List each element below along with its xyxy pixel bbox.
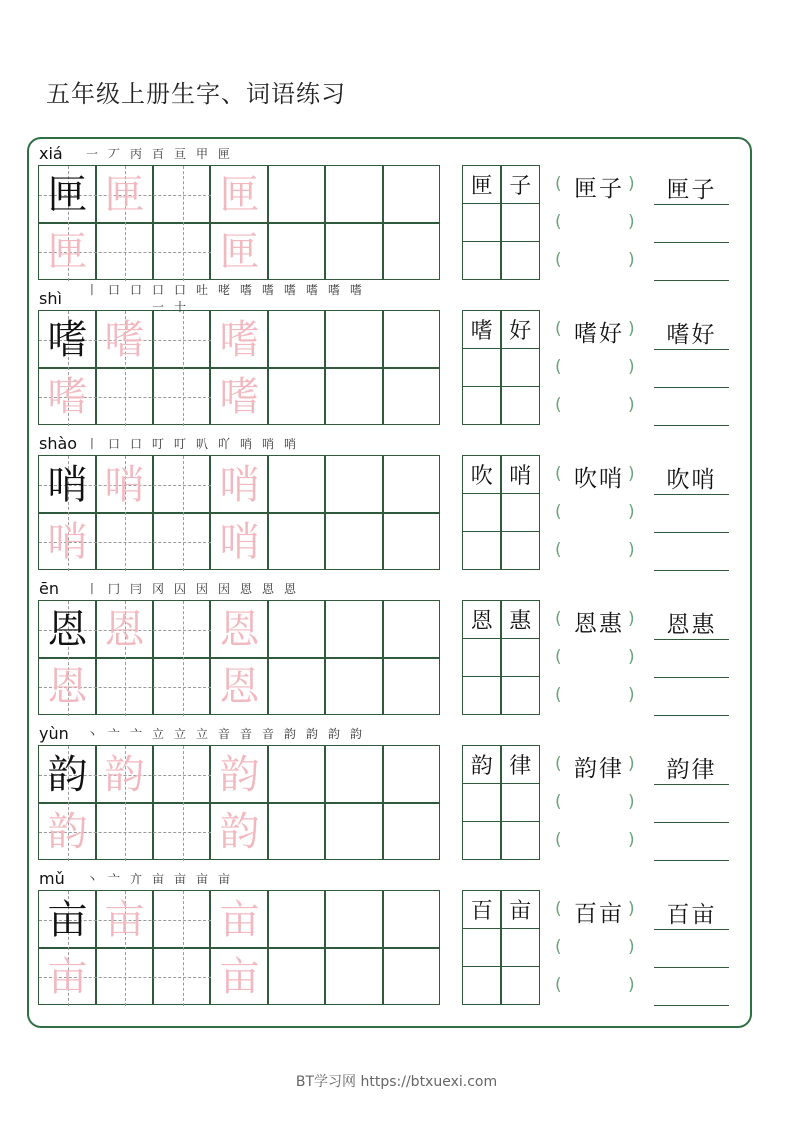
trace-character: 匣: [219, 228, 260, 275]
word-cell[interactable]: [501, 928, 540, 967]
paren-open: (: [555, 937, 562, 957]
trace-character: 亩: [104, 896, 145, 943]
stroke-step: 亘: [173, 146, 186, 161]
writing-cell[interactable]: [383, 890, 440, 948]
stroke-step: 立: [195, 726, 208, 741]
pinyin: mǔ: [39, 868, 65, 888]
stroke-step: 丆: [107, 146, 120, 161]
writing-cell[interactable]: [268, 223, 325, 281]
stroke-step: 韵: [349, 726, 362, 741]
trace-character: 嗜: [104, 316, 145, 363]
stroke-step: 亠: [107, 871, 120, 886]
stroke-step: 口: [107, 436, 120, 451]
answer-line: [654, 349, 729, 350]
stroke-step: 咾: [217, 283, 230, 297]
writing-cell[interactable]: [268, 745, 325, 803]
paren-close: ): [628, 609, 635, 629]
trace-character: 亩: [219, 896, 260, 943]
guide-line: [183, 891, 184, 1006]
word-cell[interactable]: [501, 348, 540, 387]
answer-line[interactable]: [654, 570, 729, 571]
model-character: 匣: [47, 171, 88, 218]
answer-line: [654, 929, 729, 930]
answer-line[interactable]: [654, 1005, 729, 1006]
underline-word: 韵律: [666, 757, 717, 783]
word-cell[interactable]: [501, 386, 540, 425]
underline-word: 吹哨: [666, 467, 717, 493]
footer-source: BT学习网 https://btxuexi.com: [295, 1074, 498, 1090]
word-cell: 恩: [462, 600, 501, 639]
writing-cell[interactable]: [325, 455, 382, 513]
writing-cell[interactable]: [268, 948, 325, 1006]
stroke-step: 嗜: [261, 283, 274, 297]
answer-line[interactable]: [654, 532, 729, 533]
writing-cell[interactable]: [383, 368, 440, 426]
paren-close: ): [628, 830, 635, 850]
stroke-step: 冈: [151, 581, 164, 596]
paren-blank[interactable]: [566, 208, 626, 238]
stroke-step: 恩: [283, 581, 296, 596]
answer-line: [654, 494, 729, 495]
stroke-order: [81, 580, 301, 597]
paren-open: (: [555, 502, 562, 522]
practice-block: [0, 868, 793, 1036]
stroke-step: 丶: [85, 726, 98, 741]
answer-line[interactable]: [654, 822, 729, 823]
word-cell[interactable]: [462, 821, 501, 860]
word-cell: 惠: [501, 600, 540, 639]
writing-cell[interactable]: [268, 600, 325, 658]
paren-close: ): [628, 395, 635, 415]
trace-character: 韵: [104, 751, 145, 798]
stroke-order: [81, 435, 301, 452]
paren-blank[interactable]: [566, 353, 626, 383]
model-character: 恩: [47, 606, 88, 653]
word-cell: 吹: [462, 455, 501, 494]
word-cell[interactable]: [462, 676, 501, 715]
writing-cell[interactable]: [325, 513, 382, 571]
answer-line[interactable]: [654, 242, 729, 243]
stroke-step: 口: [107, 283, 120, 297]
trace-character: 嗜: [47, 373, 88, 420]
writing-cell[interactable]: [383, 223, 440, 281]
word-cell[interactable]: [501, 638, 540, 677]
stroke-step: 嗜: [305, 283, 318, 297]
stroke-order: [81, 870, 235, 887]
word-cell: 百: [462, 890, 501, 929]
word-cell: 子: [501, 165, 540, 204]
paren-open: (: [555, 174, 562, 194]
word-cell[interactable]: [501, 676, 540, 715]
writing-cell[interactable]: [268, 803, 325, 861]
stroke-step: 立: [173, 726, 186, 741]
paren-close: ): [628, 464, 635, 484]
paren-open: (: [555, 609, 562, 629]
paren-blank[interactable]: [566, 391, 626, 421]
trace-character: 哨: [47, 518, 88, 565]
stroke-step: 百: [151, 146, 164, 161]
underline-word: 匣子: [666, 177, 717, 203]
paren-word: 嗜好: [574, 321, 624, 347]
paren-close: ): [628, 899, 635, 919]
paren-open: (: [555, 754, 562, 774]
paren-word: 恩惠: [574, 611, 624, 637]
stroke-step: 亩: [195, 871, 208, 886]
stroke-step: 嗜: [349, 283, 362, 297]
stroke-step: 吐: [195, 283, 208, 297]
stroke-step: 立: [151, 726, 164, 741]
word-cell: 哨: [501, 455, 540, 494]
stroke-step: 亠: [129, 726, 142, 741]
stroke-step: 因: [217, 581, 230, 596]
writing-cell[interactable]: [325, 165, 382, 223]
trace-character: 哨: [219, 518, 260, 565]
stroke-step: 韵: [283, 726, 296, 741]
writing-cell[interactable]: [383, 165, 440, 223]
word-cell: 韵: [462, 745, 501, 784]
writing-grid: [39, 311, 441, 426]
word-cell: 律: [501, 745, 540, 784]
trace-character: 恩: [219, 663, 260, 710]
stroke-step: 叭: [195, 436, 208, 451]
trace-character: 恩: [104, 606, 145, 653]
stroke-step: 恩: [239, 581, 252, 596]
paren-blank[interactable]: [566, 971, 626, 1001]
word-grid: [463, 311, 540, 425]
writing-cell[interactable]: [268, 165, 325, 223]
word-cell[interactable]: [462, 966, 501, 1005]
pinyin-stroke-row: [39, 142, 235, 164]
stroke-step: 口一: [151, 283, 164, 314]
trace-character: 恩: [47, 663, 88, 710]
writing-cell[interactable]: [268, 310, 325, 368]
writing-cell[interactable]: [325, 310, 382, 368]
page-title: 五年级上册生字、词语练习: [46, 80, 346, 108]
paren-word: 百亩: [574, 901, 624, 927]
writing-grid: [39, 746, 441, 861]
trace-character: 亩: [219, 953, 260, 1000]
writing-cell[interactable]: [268, 368, 325, 426]
writing-cell[interactable]: [325, 600, 382, 658]
paren-word: 韵律: [574, 756, 624, 782]
trace-character: 亩: [47, 953, 88, 1000]
pinyin: xiá: [39, 143, 63, 163]
writing-cell[interactable]: [383, 948, 440, 1006]
paren-blank[interactable]: [566, 536, 626, 566]
paren-open: (: [555, 212, 562, 232]
stroke-step: 吖: [217, 436, 230, 451]
pinyin-stroke-row: [39, 283, 367, 314]
writing-cell[interactable]: [383, 600, 440, 658]
stroke-step: 叮: [173, 436, 186, 451]
writing-cell[interactable]: [383, 745, 440, 803]
pinyin: ēn: [39, 578, 59, 598]
stroke-step: 亠: [107, 726, 120, 741]
writing-cell[interactable]: [325, 890, 382, 948]
stroke-step: 一: [85, 146, 98, 161]
paren-open: (: [555, 830, 562, 850]
word-grid: [463, 891, 540, 1005]
word-cell[interactable]: [462, 241, 501, 280]
word-cell: 亩: [501, 890, 540, 929]
paren-close: ): [628, 502, 635, 522]
word-cell[interactable]: [462, 203, 501, 242]
word-cell[interactable]: [501, 966, 540, 1005]
stroke-step: 恩: [261, 581, 274, 596]
trace-character: 匣: [104, 171, 145, 218]
writing-cell[interactable]: [268, 890, 325, 948]
stroke-step: 丙: [129, 146, 142, 161]
paren-open: (: [555, 395, 562, 415]
stroke-step: 亩: [217, 871, 230, 886]
writing-cell[interactable]: [325, 948, 382, 1006]
stroke-step: 丶: [85, 871, 98, 886]
writing-grid: [39, 601, 441, 716]
word-cell[interactable]: [462, 386, 501, 425]
pinyin: shì: [39, 288, 62, 308]
trace-character: 匣: [47, 228, 88, 275]
stroke-step: 音: [217, 726, 230, 741]
model-character: 韵: [47, 751, 88, 798]
writing-cell[interactable]: [325, 658, 382, 716]
stroke-step: 冃: [129, 581, 142, 596]
paren-close: ): [628, 357, 635, 377]
pinyin-stroke-row: [39, 432, 301, 454]
word-cell[interactable]: [462, 928, 501, 967]
paren-close: ): [628, 937, 635, 957]
paren-close: ): [628, 540, 635, 560]
word-cell: 好: [501, 310, 540, 349]
underline-word: 百亩: [666, 902, 717, 928]
stroke-step: 哨: [261, 436, 274, 451]
writing-cell[interactable]: [383, 455, 440, 513]
pinyin: shào: [39, 433, 78, 453]
writing-cell[interactable]: [268, 455, 325, 513]
word-grid: [463, 456, 540, 570]
paren-close: ): [628, 250, 635, 270]
paren-open: (: [555, 899, 562, 919]
word-cell[interactable]: [501, 783, 540, 822]
stroke-step: 哨: [239, 436, 252, 451]
writing-cell[interactable]: [383, 803, 440, 861]
guide-line: [183, 601, 184, 716]
trace-character: 嗜: [219, 373, 260, 420]
answer-line: [654, 204, 729, 205]
stroke-step: 因: [195, 581, 208, 596]
paren-blank[interactable]: [566, 788, 626, 818]
stroke-step: 韵: [327, 726, 340, 741]
underline-word: 恩惠: [666, 612, 717, 638]
answer-line[interactable]: [654, 967, 729, 968]
pinyin-stroke-row: [39, 577, 301, 599]
word-cell[interactable]: [501, 241, 540, 280]
writing-cell[interactable]: [383, 513, 440, 571]
trace-character: 恩: [219, 606, 260, 653]
stroke-step: 口: [129, 436, 142, 451]
word-cell[interactable]: [501, 203, 540, 242]
paren-word: 匣子: [574, 176, 624, 202]
paren-open: (: [555, 250, 562, 270]
trace-character: 韵: [219, 751, 260, 798]
paren-word: 吹哨: [574, 466, 624, 492]
word-cell[interactable]: [462, 783, 501, 822]
word-cell[interactable]: [462, 493, 501, 532]
underline-word: 嗜好: [666, 322, 717, 348]
paren-open: (: [555, 357, 562, 377]
paren-open: (: [555, 319, 562, 339]
writing-grid: [39, 891, 441, 1006]
word-cell: 匣: [462, 165, 501, 204]
pinyin-stroke-row: [39, 867, 235, 889]
trace-character: 哨: [104, 461, 145, 508]
answer-line: [654, 639, 729, 640]
word-grid: [463, 166, 540, 280]
trace-character: 哨: [219, 461, 260, 508]
writing-cell[interactable]: [383, 310, 440, 368]
stroke-step: 亣: [129, 871, 142, 886]
writing-cell[interactable]: [325, 223, 382, 281]
stroke-step: 亩: [173, 871, 186, 886]
writing-grid: [39, 456, 441, 571]
writing-cell[interactable]: [268, 513, 325, 571]
word-cell[interactable]: [501, 493, 540, 532]
guide-line: [183, 166, 184, 281]
stroke-step: 嗜: [239, 283, 252, 297]
stroke-step: 口: [129, 283, 142, 297]
stroke-order: [81, 725, 367, 742]
pinyin-stroke-row: [39, 722, 367, 744]
word-cell[interactable]: [501, 821, 540, 860]
stroke-step: 丨: [85, 436, 98, 451]
paren-close: ): [628, 975, 635, 995]
paren-close: ): [628, 212, 635, 232]
writing-cell[interactable]: [268, 658, 325, 716]
stroke-step: 嗜: [327, 283, 340, 297]
trace-character: 匣: [219, 171, 260, 218]
word-cell[interactable]: [462, 531, 501, 570]
word-cell[interactable]: [462, 348, 501, 387]
trace-character: 韵: [219, 808, 260, 855]
stroke-step: 音: [239, 726, 252, 741]
paren-blank[interactable]: [566, 826, 626, 856]
paren-blank[interactable]: [566, 498, 626, 528]
paren-open: (: [555, 792, 562, 812]
stroke-step: 丨: [85, 581, 98, 596]
paren-close: ): [628, 319, 635, 339]
stroke-step: 亩: [151, 871, 164, 886]
stroke-step: 叮: [151, 436, 164, 451]
trace-character: 嗜: [219, 316, 260, 363]
paren-open: (: [555, 464, 562, 484]
paren-blank[interactable]: [566, 246, 626, 276]
answer-line[interactable]: [654, 280, 729, 281]
paren-open: (: [555, 685, 562, 705]
stroke-step: 甲: [195, 146, 208, 161]
guide-line: [183, 456, 184, 571]
pinyin: yùn: [39, 723, 69, 743]
word-cell: 嗜: [462, 310, 501, 349]
answer-line[interactable]: [654, 677, 729, 678]
trace-character: 韵: [47, 808, 88, 855]
writing-cell[interactable]: [383, 658, 440, 716]
paren-blank[interactable]: [566, 643, 626, 673]
paren-close: ): [628, 754, 635, 774]
answer-line[interactable]: [654, 387, 729, 388]
writing-grid: [39, 166, 441, 281]
stroke-step: 匣: [217, 146, 230, 161]
paren-open: (: [555, 975, 562, 995]
stroke-order: [81, 145, 235, 162]
answer-line[interactable]: [654, 860, 729, 861]
stroke-step: 音: [261, 726, 274, 741]
answer-line: [654, 784, 729, 785]
writing-cell[interactable]: [325, 803, 382, 861]
paren-close: ): [628, 174, 635, 194]
stroke-step: 嗜: [283, 283, 296, 297]
model-character: 哨: [47, 461, 88, 508]
stroke-step: 囚: [173, 581, 186, 596]
paren-close: ): [628, 647, 635, 667]
word-grid: [463, 601, 540, 715]
model-character: 亩: [47, 896, 88, 943]
paren-blank[interactable]: [566, 681, 626, 711]
paren-open: (: [555, 647, 562, 667]
paren-blank[interactable]: [566, 933, 626, 963]
stroke-step: 哨: [283, 436, 296, 451]
guide-line: [183, 746, 184, 861]
paren-open: (: [555, 540, 562, 560]
stroke-step: 丨: [85, 283, 98, 297]
guide-line: [183, 311, 184, 426]
word-cell[interactable]: [462, 638, 501, 677]
answer-line[interactable]: [654, 715, 729, 716]
paren-close: ): [628, 792, 635, 812]
stroke-step: 韵: [305, 726, 318, 741]
writing-cell[interactable]: [325, 368, 382, 426]
writing-cell[interactable]: [325, 745, 382, 803]
word-grid: [463, 746, 540, 860]
stroke-step: 口十: [173, 283, 186, 314]
stroke-step: 冂: [107, 581, 120, 596]
paren-close: ): [628, 685, 635, 705]
answer-line[interactable]: [654, 425, 729, 426]
model-character: 嗜: [47, 316, 88, 363]
word-cell[interactable]: [501, 531, 540, 570]
